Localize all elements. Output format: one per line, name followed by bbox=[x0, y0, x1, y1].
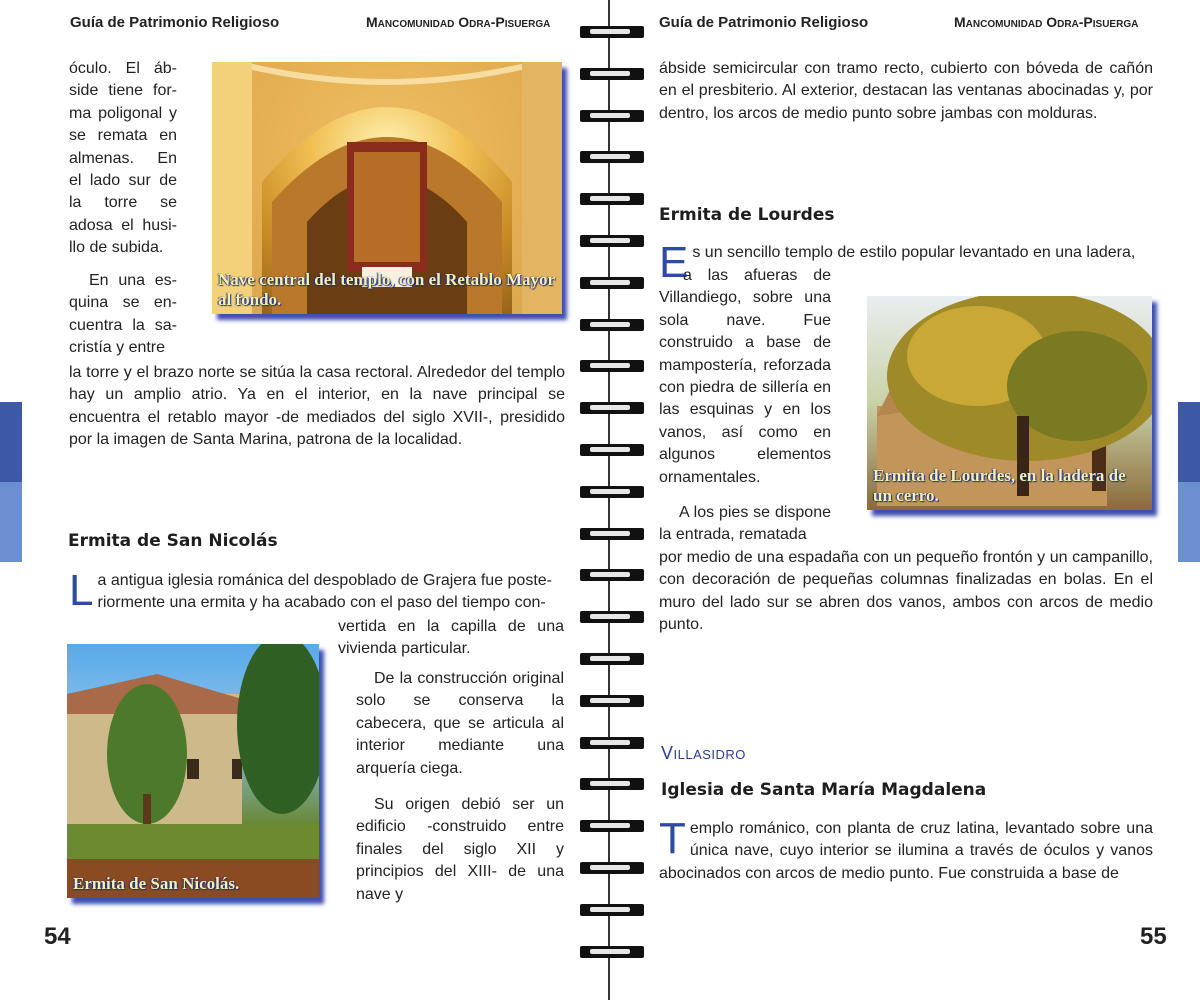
spiral-ring bbox=[580, 106, 644, 126]
left-column-line-2: side tiene for- bbox=[69, 82, 177, 100]
left-para2-column bbox=[69, 270, 177, 360]
heading-santa-maria-magdalena: Iglesia de Santa María Magdalena bbox=[661, 780, 987, 800]
left-para2-full: la torre y el brazo norte se sitúa la casa rectoral. Alrededor del templo hay un amplio atrio. Ya en el interior, en la nave principal se encuentra el retablo mayor -de mediados del siglo XVII-, presidido por la imagen de Santa Marina, patrona de la localidad. bbox=[69, 364, 565, 449]
photo-church-nave bbox=[212, 62, 562, 314]
left-column-line-6: el lado sur de bbox=[69, 172, 177, 190]
spiral-ring bbox=[580, 733, 644, 753]
spiral-ring bbox=[580, 482, 644, 502]
left-column-line-7: la torre se bbox=[69, 194, 177, 212]
page-number-right: 55 bbox=[1140, 923, 1167, 950]
dropcap-t: T bbox=[659, 814, 686, 863]
photo1-caption: Nave central del templo, con el Retablo Mayor al fondo. bbox=[218, 270, 555, 309]
spiral-ring bbox=[580, 189, 644, 209]
magdalena-text-body: emplo románico, con planta de cruz latina, levantado sobre una única nave, cuyo interior se ilumina a través de óculos y vanos abocinados con arcos de medio punto. Fue construida a base de bbox=[659, 820, 1153, 882]
spiral-ring bbox=[580, 524, 644, 544]
left-column-text bbox=[69, 58, 177, 260]
spiral-ring bbox=[580, 440, 644, 460]
right-edge-tab bbox=[1178, 402, 1200, 482]
left-column-line-8: adosa el husi- bbox=[69, 216, 177, 234]
lourdes-para2-full: por medio de una espadaña con un pequeño frontón y un campanillo, con decoración de pequeñas columnas finalizadas en bolas. En el muro del lado sur se abren dos vanos, ambos con arcos de medio punto. bbox=[659, 549, 1153, 634]
right-top-paragraph: ábside semicircular con tramo recto, cubierto con bóveda de cañón en el presbiterio. Al exterior, destacan las ventanas abocinadas y, por dentro, los arcos de medio punto sobre jambas con molduras. bbox=[659, 60, 1153, 122]
lourdes-para2-column: A los pies se dispone la entrada, rematada bbox=[659, 504, 831, 544]
spiral-ring bbox=[580, 398, 644, 418]
left-edge-tab-light bbox=[0, 482, 22, 562]
spiral-ring bbox=[580, 356, 644, 376]
lourdes-column-text: a las afueras de Villandiego, sobre una sola nave. Fue construido a base de mampostería, reforzada con piedra de sillería en las esquinas y en los vanos, así como en algunos elementos ornamentales. bbox=[659, 267, 831, 486]
spiral-ring bbox=[580, 22, 644, 42]
spiral-ring bbox=[580, 858, 644, 878]
spiral-ring bbox=[580, 315, 644, 335]
san-nicolas-side-para3: Su origen debió ser un edificio -construido entre finales del siglo XII y principios del XIII- de una nave y bbox=[356, 796, 564, 903]
right-edge-tab-light bbox=[1178, 482, 1200, 562]
heading-san-nicolas: Ermita de San Nicolás bbox=[68, 531, 278, 551]
photo3-caption: Ermita de Lourdes, en la ladera de un cerro. bbox=[873, 466, 1126, 505]
right-page bbox=[612, 0, 1200, 1000]
san-nicolas-intro bbox=[69, 566, 565, 615]
left-para2-line-2: quina se en- bbox=[69, 294, 177, 312]
spiral-ring bbox=[580, 147, 644, 167]
left-column-line-4: se remata en bbox=[69, 127, 177, 145]
heading-ermita-lourdes: Ermita de Lourdes bbox=[659, 205, 835, 225]
spiral-ring bbox=[580, 774, 644, 794]
left-para2-line-4: cristía y entre bbox=[69, 339, 166, 357]
spiral-ring bbox=[580, 900, 644, 920]
ermita-illustration bbox=[67, 644, 319, 898]
san-nicolas-side-lines bbox=[338, 616, 564, 661]
left-para2-line-3: cuentra la sa- bbox=[69, 316, 177, 334]
header-region-left: Mancomunidad Odra-Pisuerga bbox=[366, 14, 551, 30]
header-region-right: Mancomunidad Odra-Pisuerga bbox=[954, 14, 1139, 30]
side-line-2: vivienda particular. bbox=[338, 640, 471, 658]
intro-line-2: riormente una ermita y ha acabado con el paso del tiempo con- bbox=[97, 594, 546, 612]
san-nicolas-side-para2: De la construcción original solo se conserva la cabecera, que se articula al interior mediante una arquería ciega. bbox=[356, 670, 564, 777]
dropcap-l: L bbox=[69, 566, 94, 615]
header-guide-title-right: Guía de Patrimonio Religioso bbox=[659, 14, 869, 31]
left-column-line-1: óculo. El áb- bbox=[69, 60, 177, 77]
lourdes-first-line-text: s un sencillo templo de estilo popular levantado en una ladera, bbox=[692, 244, 1136, 261]
intro-line-1: a antigua iglesia románica del despoblado de Grajera fue poste- bbox=[97, 572, 552, 589]
spiral-ring bbox=[580, 816, 644, 836]
left-column-line-9: llo de subida. bbox=[69, 239, 164, 257]
spiral-ring bbox=[580, 607, 644, 627]
spiral-ring bbox=[580, 942, 644, 962]
spiral-ring bbox=[580, 231, 644, 251]
magdalena-text bbox=[659, 814, 1153, 885]
left-edge-tab bbox=[0, 402, 22, 482]
spiral-ring bbox=[580, 64, 644, 84]
left-page bbox=[16, 0, 586, 1000]
spiral-ring bbox=[580, 273, 644, 293]
photo-ermita-san-nicolas bbox=[67, 644, 319, 898]
side-line-1: vertida en la capilla de una bbox=[338, 618, 564, 635]
photo2-caption: Ermita de San Nicolás. bbox=[73, 874, 240, 893]
section-villasidro: Villasidro bbox=[661, 743, 746, 763]
spiral-ring bbox=[580, 565, 644, 585]
spiral-ring bbox=[580, 691, 644, 711]
spiral-binding bbox=[576, 22, 648, 982]
header-guide-title-left: Guía de Patrimonio Religioso bbox=[70, 14, 280, 31]
left-column-line-5: almenas. En bbox=[69, 149, 177, 167]
page-number-left: 54 bbox=[44, 923, 71, 950]
left-para2-line-1: En una es- bbox=[89, 272, 177, 289]
left-column-line-3: ma poligonal y bbox=[69, 104, 177, 122]
dropcap-e: E bbox=[659, 238, 689, 287]
spiral-ring bbox=[580, 649, 644, 669]
photo-ermita-lourdes bbox=[867, 296, 1152, 510]
